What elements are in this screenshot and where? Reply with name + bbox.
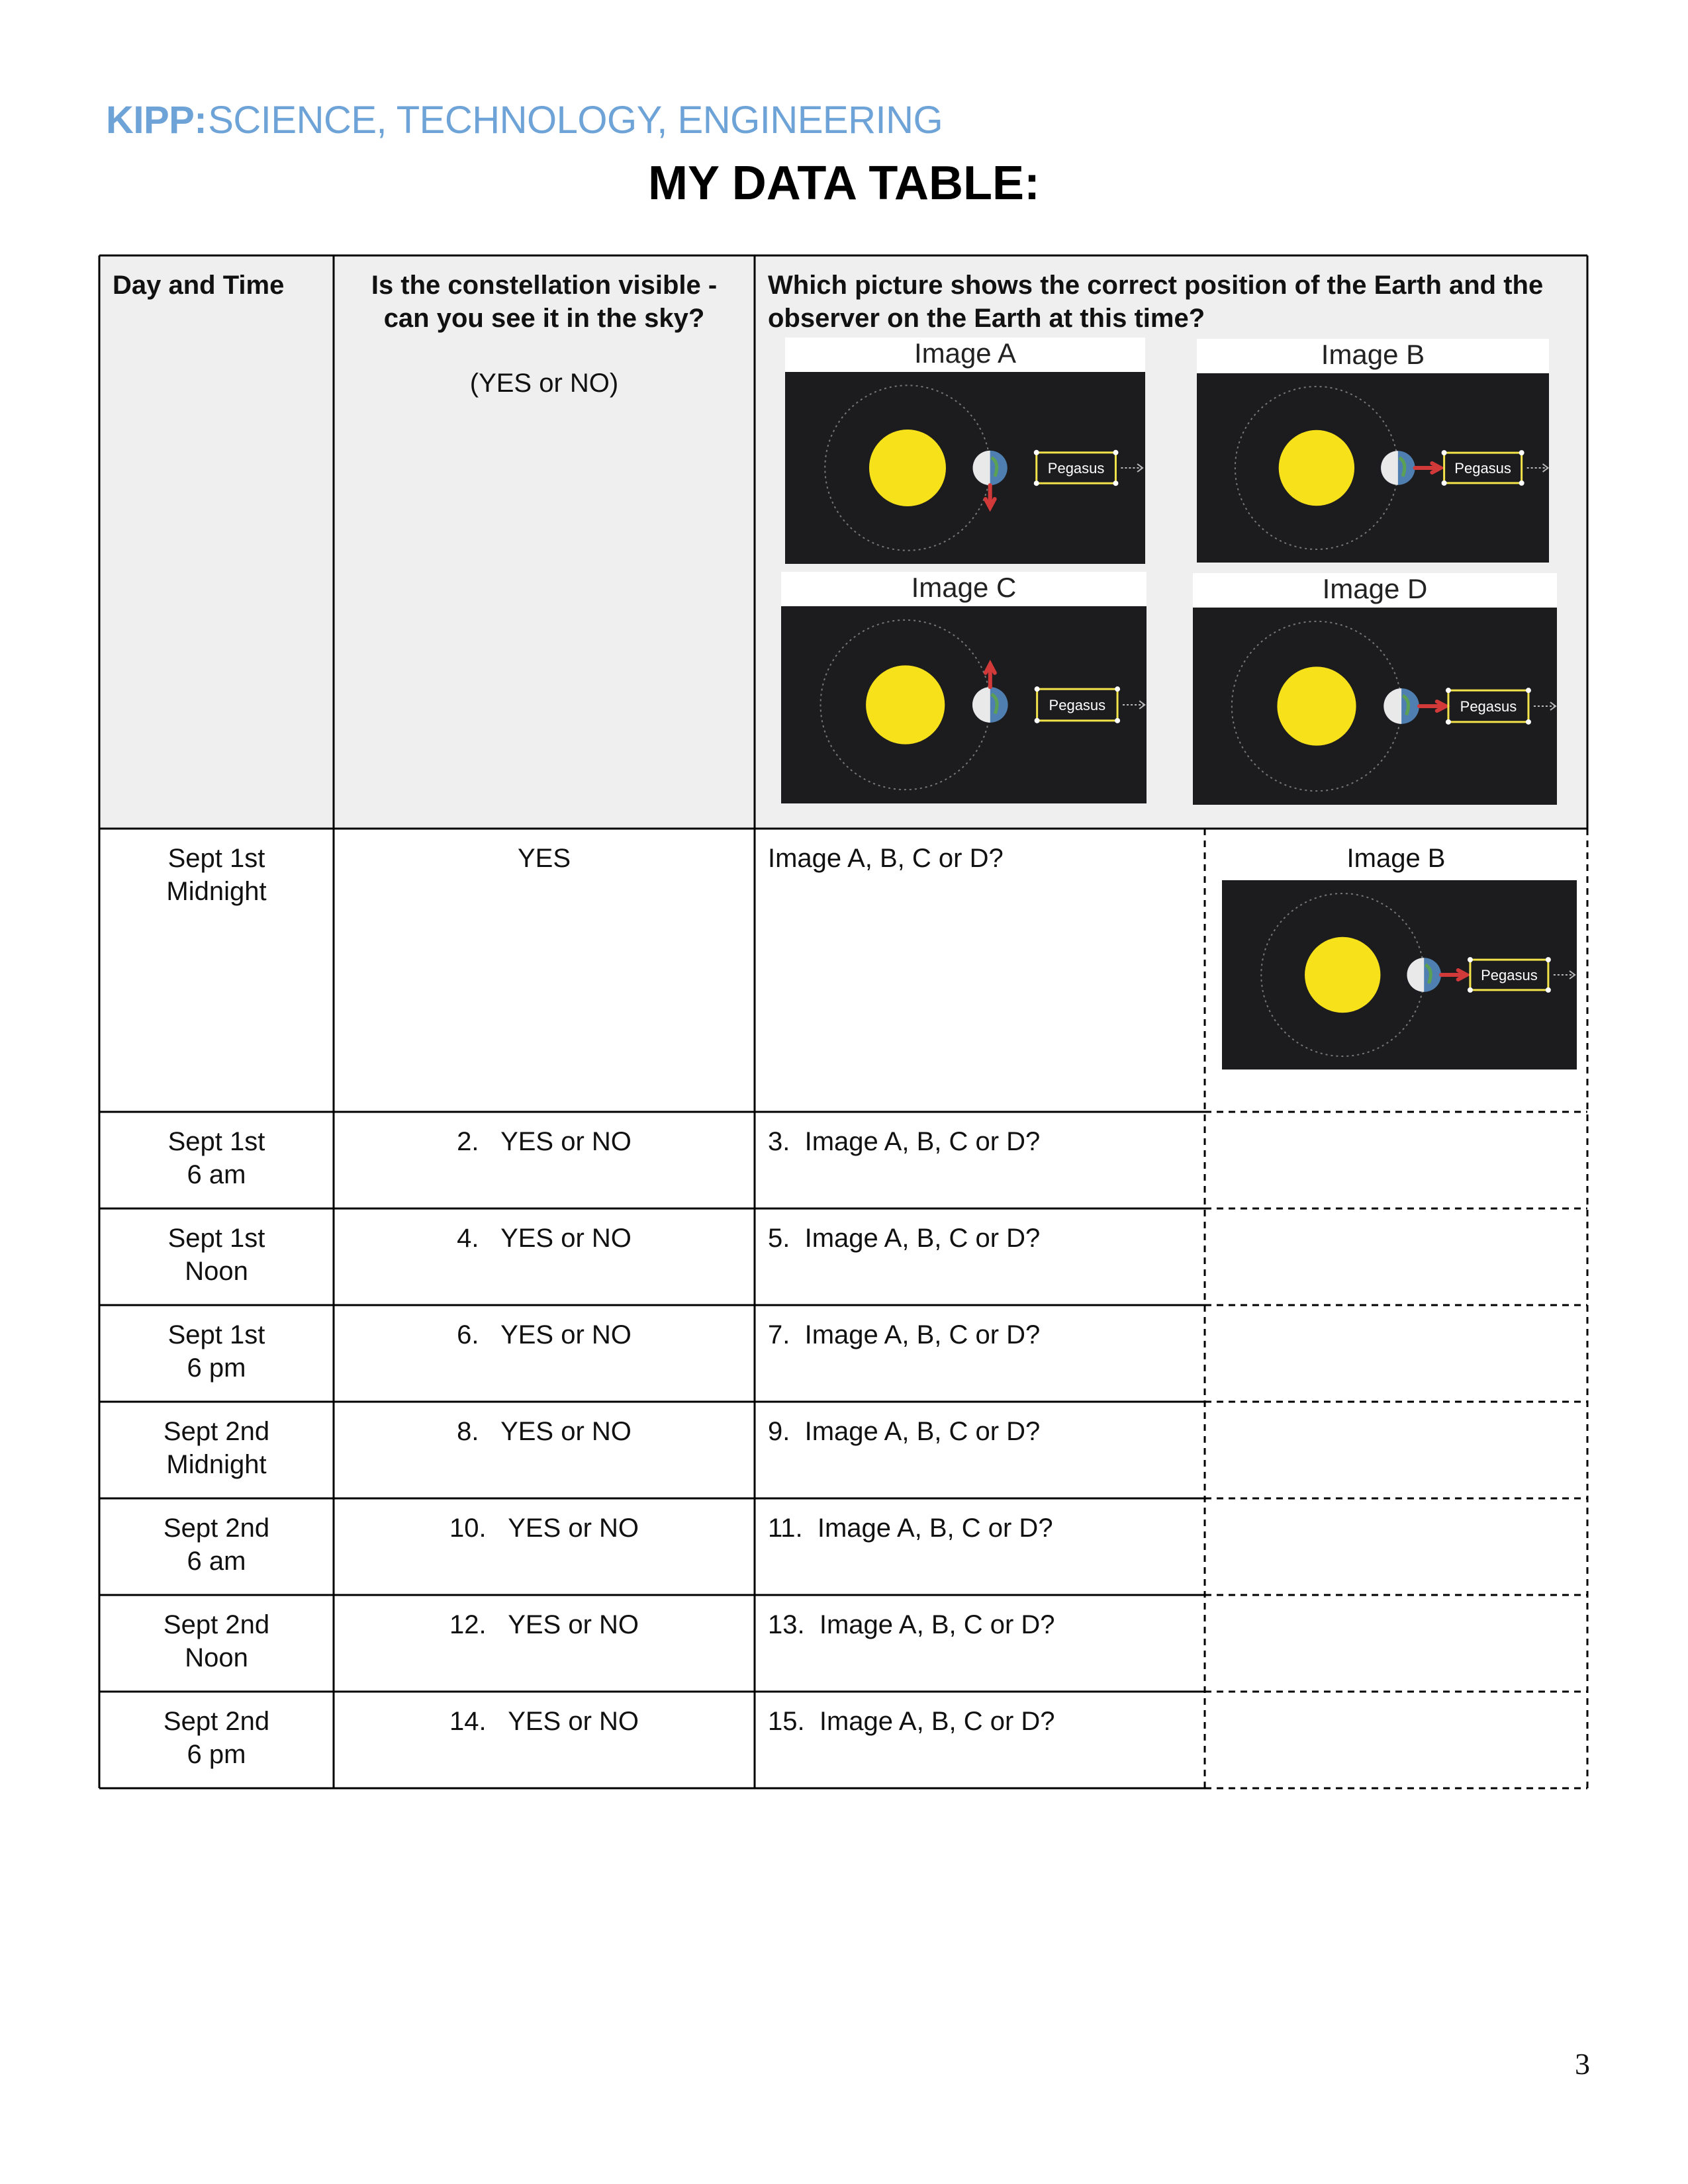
example-day: Sept 1st [167, 844, 265, 873]
row-time: Noon [185, 1257, 248, 1286]
row-question: 9. Image A, B, C or D? [768, 1417, 1041, 1446]
pegasus-label: Pegasus [1049, 697, 1106, 713]
column-header-picture-label: Which picture shows the correct position of the Earth and the observer on the Earth at this time? [768, 271, 1544, 333]
row-day: Sept 2nd [163, 1417, 270, 1446]
row-question: 13. Image A, B, C or D? [768, 1610, 1055, 1639]
pegasus-label: Pegasus [1481, 967, 1538, 983]
row-time: 6 am [187, 1160, 246, 1189]
row-time: 6 pm [187, 1740, 246, 1769]
row-day: Sept 2nd [163, 1707, 270, 1736]
row-question: 5. Image A, B, C or D? [768, 1224, 1041, 1253]
reference-image-a-label: Image A [785, 338, 1145, 372]
row-question: 11. Image A, B, C or D? [768, 1514, 1053, 1543]
reference-image-d-label: Image D [1193, 573, 1557, 608]
row-day: Sept 2nd [163, 1610, 270, 1639]
row-day: Sept 2nd [163, 1514, 270, 1543]
row-time: Noon [185, 1643, 248, 1672]
column-header-day-time-label: Day and Time [113, 271, 285, 300]
pegasus-label: Pegasus [1454, 460, 1511, 477]
row-question: 7. Image A, B, C or D? [768, 1320, 1041, 1349]
row-time: 6 am [187, 1547, 246, 1576]
row-day: Sept 1st [167, 1320, 265, 1349]
pegasus-label: Pegasus [1047, 460, 1105, 477]
page-number: 3 [1575, 2047, 1590, 2081]
row-visible: 14. YES or NO [449, 1707, 639, 1736]
logo-separator: : [194, 99, 207, 142]
row-visible: 2. YES or NO [457, 1127, 632, 1156]
row-visible: 4. YES or NO [457, 1224, 632, 1253]
page-title: MY DATA TABLE: [648, 157, 1040, 210]
row-time: 6 pm [187, 1353, 246, 1383]
logo-brand: KIPP [106, 99, 195, 142]
example-visible: YES [517, 844, 571, 873]
pegasus-label: Pegasus [1460, 698, 1517, 715]
column-header-visible-note: (YES or NO) [469, 369, 619, 398]
column-header-visible-label: Is the constellation visible - can you see it in the sky? [371, 271, 718, 333]
row-visible: 6. YES or NO [457, 1320, 632, 1349]
row-visible: 8. YES or NO [457, 1417, 632, 1446]
example-answer-label: Image B [1346, 844, 1446, 873]
logo-subtitle: SCIENCE, TECHNOLOGY, ENGINEERING [208, 99, 943, 142]
example-question: Image A, B, C or D? [768, 844, 1004, 873]
example-time: Midnight [166, 877, 267, 906]
row-visible: 12. YES or NO [449, 1610, 639, 1639]
reference-image-b-label: Image B [1197, 339, 1549, 373]
row-day: Sept 1st [167, 1127, 265, 1156]
row-question: 3. Image A, B, C or D? [768, 1127, 1041, 1156]
row-time: Midnight [166, 1450, 267, 1479]
row-visible: 10. YES or NO [449, 1514, 639, 1543]
row-day: Sept 1st [167, 1224, 265, 1253]
reference-image-c-label: Image C [781, 572, 1147, 606]
row-question: 15. Image A, B, C or D? [768, 1707, 1055, 1736]
